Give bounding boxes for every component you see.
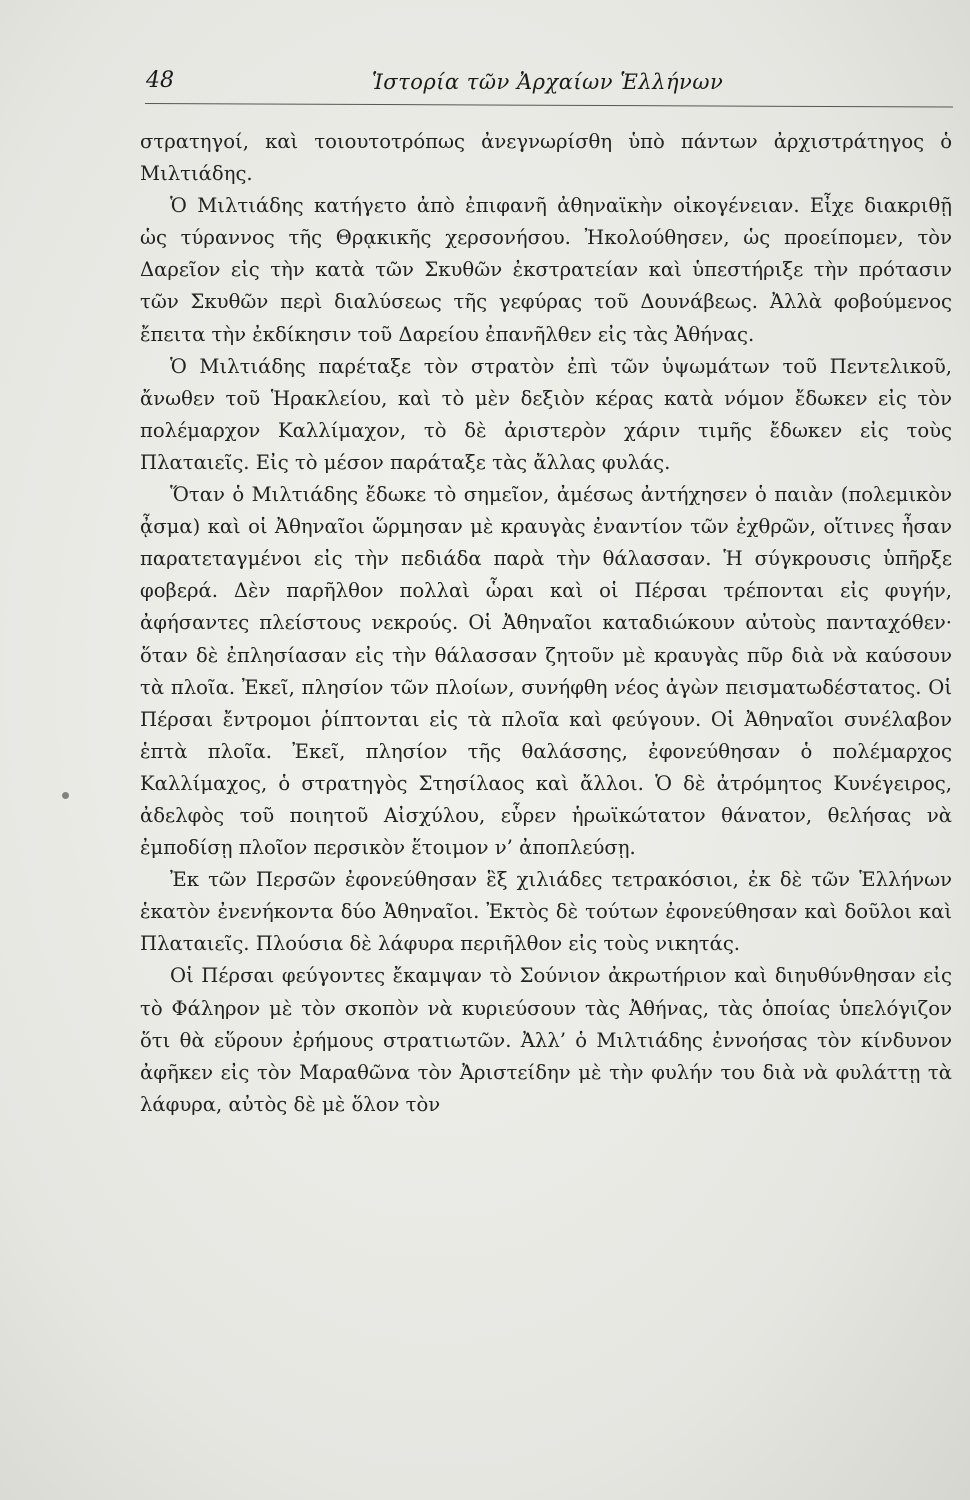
paragraph-casualties: Ἐκ τῶν Περσῶν ἐφονεύθησαν ἓξ χιλιάδες τετρακόσιοι, ἐκ δὲ τῶν Ἑλλήνων ἑκατὸν ἐνενήκοντα δύο Ἀθηναῖοι. Ἐκτὸς δὲ τούτων ἐφονεύθησαν καὶ δοῦλοι καὶ Πλαταιεῖς. Πλούσια δὲ λάφυρα περιῆλθον εἰς τοὺς νικητάς.: [140, 868, 952, 956]
paragraph-continuation: στρατηγοί, καὶ τοιουτοτρόπως ἀνεγνωρίσθη ὑπὸ πάντων ἀρχιστράτηγος ὁ Μιλτιάδης.: [140, 130, 952, 186]
paragraph-battle: Ὅταν ὁ Μιλτιάδης ἔδωκε τὸ σημεῖον, ἀμέσως ἀντήχησεν ὁ παιὰν (πολεμικὸν ᾆσμα) καὶ οἱ Ἀθηναῖοι ὥρμησαν μὲ κραυγὰς ἐναντίον τῶν ἐχθρῶν, οἵτινες ἦσαν παρατεταγμένοι εἰς τὴν πεδιάδα παρὰ τὴν θάλασσαν. Ἡ σύγκρουσις ὑπῆρξε φοβερά. Δὲν παρῆλθον πολλαὶ ὧραι καὶ οἱ Πέρσαι τρέπονται εἰς φυγήν, ἀφήσαντες πλείστους νεκρούς. Οἱ Ἀθηναῖοι καταδιώκουν αὐτοὺς πανταχόθεν· ὅταν δὲ ἐπλησίασαν εἰς τὴν θάλασσαν ζητοῦν μὲ κραυγὰς πῦρ διὰ νὰ καύσουν τὰ πλοῖα. Ἐκεῖ, πλησίον τῶν πλοίων, συνήφθη νέος ἀγὼν πεισματωδέστατος. Οἱ Πέρσαι ἔντρομοι ῥίπτονται εἰς τὰ πλοῖα καὶ φεύγουν. Οἱ Ἀθηναῖοι συνέλαβον ἑπτὰ πλοῖα. Ἐκεῖ, πλησίον τῆς θαλάσσης, ἐφονεύθησαν ὁ πολέμαρχος Καλλίμαχος, ὁ στρατηγὸς Στησίλαος καὶ ἄλλοι. Ὁ δὲ ἀτρόμητος Κυνέγειρος, ἀδελφὸς τοῦ ποιητοῦ Αἰσχύλου, εὗρεν ἡρωϊκώτατον θάνατον, θελήσας νὰ ἐμποδίσῃ πλοῖον περσικὸν ἕτοιμον ν’ ἀποπλεύσῃ.: [140, 483, 952, 860]
page-number: 48: [146, 68, 174, 93]
margin-dot: [62, 792, 69, 799]
paragraph-miltiades-origin: Ὁ Μιλτιάδης κατήγετο ἀπὸ ἐπιφανῆ ἀθηναϊκὴν οἰκογένειαν. Εἶχε διακριθῇ ὡς τύραννος τῆς Θρᾳκικῆς χερσονήσου. Ἠκολούθησεν, ὡς προείπομεν, τὸν Δαρεῖον εἰς τὴν κατὰ τῶν Σκυθῶν ἐκστρατείαν καὶ ὑπεστήριξε τὴν πρότασιν τῶν Σκυθῶν περὶ διαλύσεως τῆς γεφύρας τοῦ Δουνάβεως. Ἀλλὰ φοβούμενος ἔπειτα τὴν ἐκδίκησιν τοῦ Δαρείου ἐπανῆλθεν εἰς τὰς Ἀθήνας.: [140, 194, 952, 346]
paragraph-persian-retreat: Οἱ Πέρσαι φεύγοντες ἔκαμψαν τὸ Σούνιον ἀκρωτήριον καὶ διηυθύνθησαν εἰς τὸ Φάληρον μὲ τὸν σκοπὸν νὰ κυριεύσουν τὰς Ἀθήνας, τὰς ὁποίας ὑπελόγιζον ὅτι θὰ εὕρουν ἐρήμους στρατιωτῶν. Ἀλλ’ ὁ Μιλτιάδης ἐννοήσας τὸν κίνδυνον ἀφῆκεν εἰς τὸν Μαραθῶνα τὸν Ἀριστείδην μὲ τὴν φυλήν του διὰ νὰ φυλάττῃ τὰ λάφυρα, αὐτὸς δὲ μὲ ὅλον τὸν: [140, 964, 952, 1116]
body-text: [140, 126, 952, 1121]
paragraph-battle-array: Ὁ Μιλτιάδης παρέταξε τὸν στρατὸν ἐπὶ τῶν ὑψωμάτων τοῦ Πεντελικοῦ, ἄνωθεν τοῦ Ἡρακλείου, καὶ τὸ μὲν δεξιὸν κέρας κατὰ νόμον ἔδωκεν εἰς τὸν πολέμαρχον Καλλίμαχον, τὸ δὲ ἀριστερὸν χάριν τιμῆς ἔδωκεν εἰς τοὺς Πλαταιεῖς. Εἰς τὸ μέσον παράταξε τὰς ἄλλας φυλάς.: [140, 354, 952, 474]
header-rule: [145, 103, 953, 108]
running-title: Ἱστορία τῶν Ἀρχαίων Ἑλλήνων: [372, 70, 724, 94]
page-header: [146, 68, 946, 102]
